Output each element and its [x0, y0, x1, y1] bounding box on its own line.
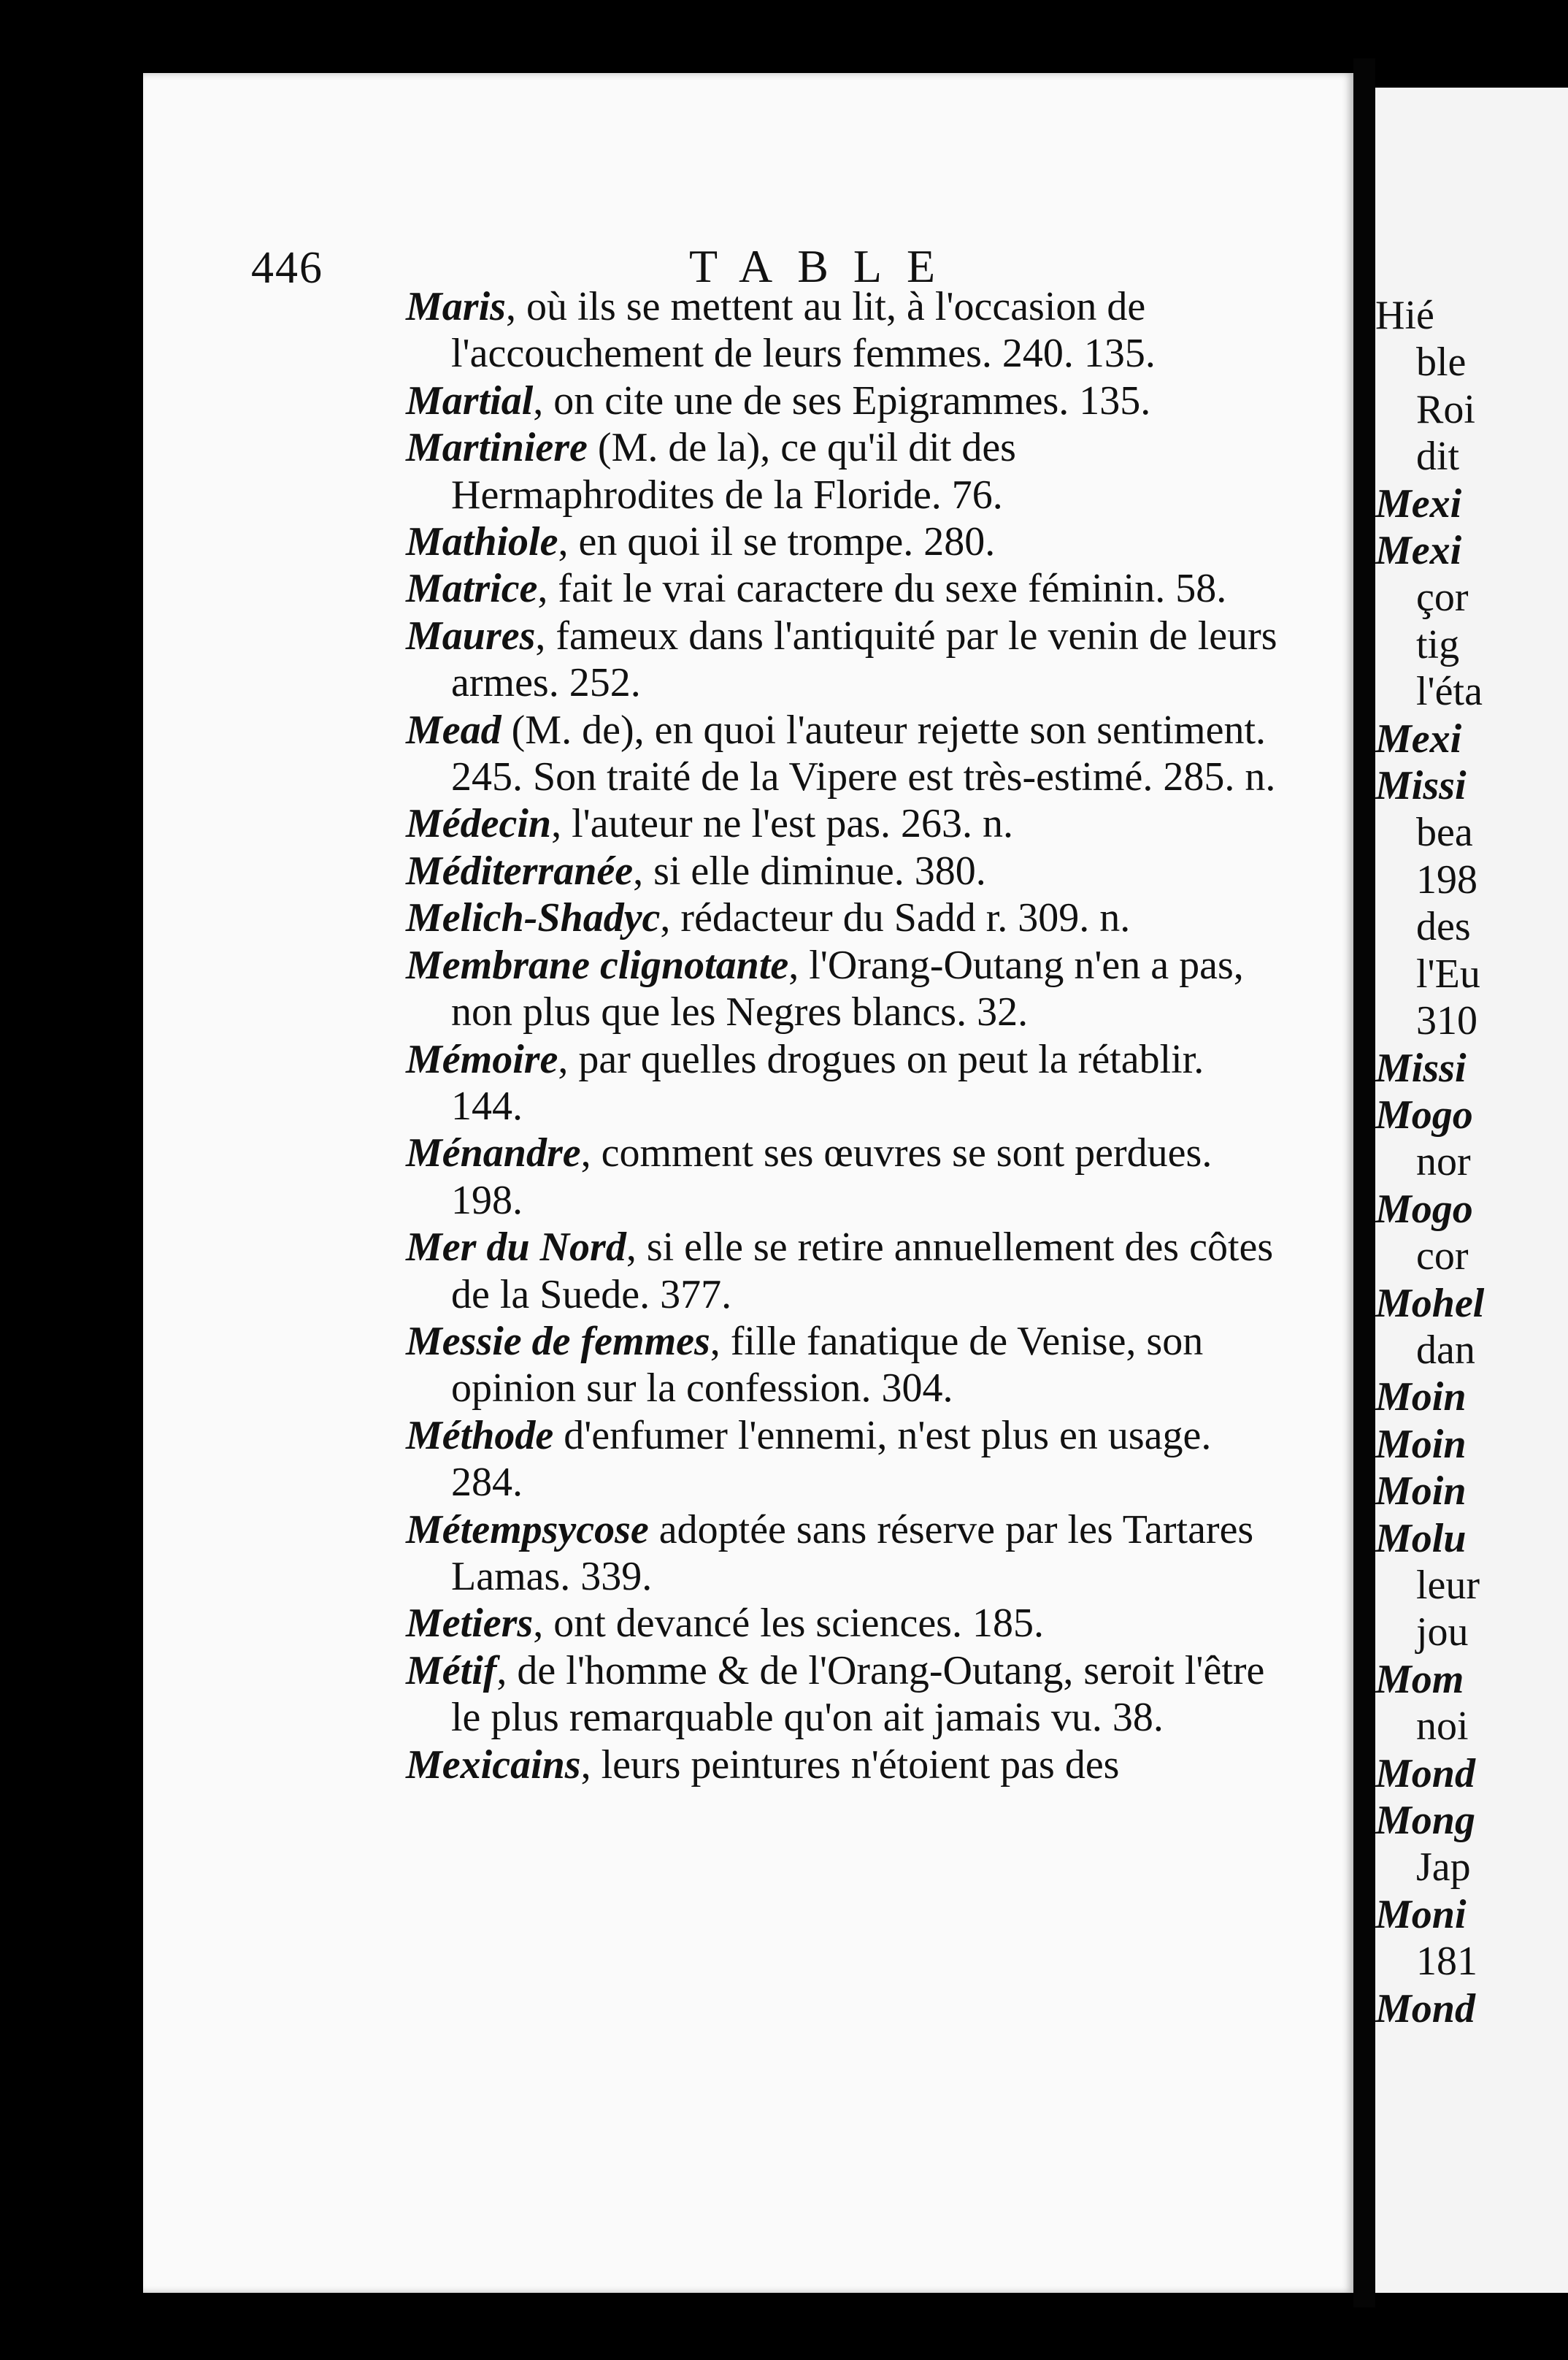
- right-page-line: Mogo: [1375, 1186, 1473, 1232]
- entry-text: , comment ses œuvres se sont perdues. 198.: [451, 1130, 1212, 1223]
- entry-text: d'enfumer l'ennemi, n'est plus en usage. 284.: [451, 1412, 1212, 1506]
- right-page-line: bea: [1416, 810, 1473, 856]
- right-page-line: Mexi: [1375, 480, 1462, 526]
- right-page: [1375, 88, 1568, 2293]
- entry-headword: Melich-Shadyc: [406, 895, 661, 941]
- entry-headword: Métif: [406, 1647, 497, 1693]
- index-entry: [406, 1647, 1282, 1742]
- right-page-line: Mond: [1375, 1985, 1475, 2031]
- index-entry: [406, 1412, 1282, 1506]
- right-page-line: cor: [1416, 1233, 1469, 1279]
- index-entry: [406, 424, 1282, 518]
- right-page-line: ble: [1416, 340, 1467, 386]
- right-page-line: Mexi: [1375, 528, 1462, 574]
- entry-text: , si elle diminue. 380.: [633, 848, 986, 894]
- right-page-line: Mohel: [1375, 1280, 1485, 1326]
- right-page-line: nor: [1416, 1139, 1471, 1185]
- page-number: 446: [251, 243, 323, 293]
- index-entry: [406, 1318, 1282, 1412]
- right-page-line: Moin: [1375, 1421, 1467, 1467]
- entry-text: , en quoi il se trompe. 280.: [558, 519, 996, 565]
- right-page-line: leur: [1416, 1562, 1480, 1608]
- entry-text: , par quelles drogues on peut la rétablir. 144.: [451, 1036, 1204, 1129]
- right-page-line: Molu: [1375, 1515, 1467, 1561]
- right-page-line: Mond: [1375, 1750, 1475, 1796]
- entry-headword: Mexicains: [406, 1742, 581, 1788]
- right-page-line: l'Eu: [1416, 951, 1480, 997]
- right-page-line: Roi: [1416, 386, 1475, 432]
- right-page-line: 181: [1416, 1939, 1477, 1985]
- right-page-line: dit: [1416, 434, 1460, 480]
- entry-text: , l'auteur ne l'est pas. 263. n.: [551, 801, 1013, 847]
- index-list: [406, 283, 1282, 1788]
- index-entry: [406, 894, 1282, 941]
- right-page-lines: [1375, 292, 1568, 2032]
- entry-headword: Messie de femmes: [406, 1318, 710, 1364]
- book-gutter: [1353, 58, 1375, 2307]
- entry-text: , où ils se mettent au lit, à l'occasion de l'accouchement de leurs femmes. 240. 135.: [451, 284, 1156, 377]
- entry-text: adoptée sans réserve par les Tartares Lamas. 339.: [451, 1506, 1254, 1599]
- index-entry: [406, 565, 1282, 612]
- entry-text: , fait le vrai caractere du sexe féminin. 58.: [537, 566, 1227, 612]
- entry-text: , si elle se retire annuellement des côtes de la Suede. 377.: [451, 1225, 1274, 1317]
- right-page-line: 310: [1416, 998, 1477, 1044]
- right-page-line: jou: [1416, 1609, 1469, 1655]
- index-entry: [406, 283, 1282, 378]
- entry-headword: Martiniere: [406, 425, 588, 471]
- entry-headword: Mémoire: [406, 1036, 558, 1082]
- index-entry: [406, 1130, 1282, 1224]
- right-page-line: Mom: [1375, 1656, 1464, 1702]
- entry-text: (M. de), en quoi l'auteur rejette son sentiment. 245. Son traité de la Vipere est très-estimé. 285. n.: [451, 707, 1276, 800]
- entry-text: , leurs peintures n'étoient pas des: [580, 1742, 1120, 1788]
- right-page-line: çor: [1416, 575, 1469, 621]
- entry-headword: Metiers: [406, 1601, 534, 1647]
- entry-headword: Matrice: [406, 566, 538, 612]
- index-entry: [406, 1742, 1282, 1788]
- right-page-line: Jap: [1416, 1844, 1471, 1890]
- right-page-line: tig: [1416, 621, 1460, 667]
- right-page-line: Mong: [1375, 1798, 1475, 1843]
- entry-text: , fameux dans l'antiquité par le venin de leurs armes. 252.: [451, 613, 1277, 706]
- entry-text: (M. de la), ce qu'il dit des Hermaphrodites de la Floride. 76.: [451, 425, 1016, 518]
- right-page-line: noi: [1416, 1704, 1469, 1750]
- entry-text: , on cite une de ses Epigrammes. 135.: [533, 378, 1151, 424]
- right-page-line: Moin: [1375, 1468, 1467, 1514]
- index-entry: [406, 1506, 1282, 1601]
- running-title: TABLE: [689, 240, 961, 292]
- entry-headword: Martial: [406, 378, 534, 424]
- entry-headword: Membrane clignotante: [406, 942, 789, 988]
- right-page-line: 198: [1416, 857, 1477, 903]
- entry-headword: Ménandre: [406, 1130, 581, 1176]
- right-page-line: Moin: [1375, 1374, 1467, 1420]
- index-entry: [406, 1600, 1282, 1647]
- right-page-line: Missi: [1375, 763, 1467, 809]
- entry-headword: Médecin: [406, 801, 552, 847]
- entry-text: , l'Orang-Outang n'en a pas, non plus que les Negres blancs. 32.: [451, 942, 1244, 1035]
- right-page-line: l'éta: [1416, 669, 1483, 715]
- index-entry: [406, 518, 1282, 565]
- entry-headword: Méthode: [406, 1412, 554, 1458]
- entry-text: , fille fanatique de Venise, son opinion sur la confession. 304.: [451, 1318, 1204, 1411]
- index-entry: [406, 378, 1282, 424]
- index-entry: [406, 1036, 1282, 1130]
- right-page-line: Moni: [1375, 1891, 1467, 1937]
- entry-text: , ont devancé les sciences. 185.: [533, 1601, 1044, 1647]
- index-entry: [406, 707, 1282, 801]
- entry-headword: Maures: [406, 613, 536, 659]
- entry-headword: Méditerranée: [406, 848, 634, 894]
- right-page-line: Mexi: [1375, 716, 1462, 762]
- right-page-line: dan: [1416, 1327, 1475, 1373]
- entry-headword: Mer du Nord: [406, 1225, 626, 1271]
- index-entry: [406, 1224, 1282, 1318]
- index-entry: [406, 848, 1282, 894]
- entry-text: , de l'homme & de l'Orang-Outang, seroit l'être le plus remarquable qu'on ait jamais vu. 38.: [451, 1647, 1265, 1741]
- entry-headword: Mathiole: [406, 519, 558, 565]
- entry-headword: Maris: [406, 284, 506, 329]
- index-entry: [406, 800, 1282, 847]
- right-page-line: Mogo: [1375, 1092, 1473, 1138]
- index-entry: [406, 942, 1282, 1036]
- entry-headword: Métempsycose: [406, 1506, 649, 1552]
- right-page-line: des: [1416, 904, 1471, 950]
- index-entry: [406, 613, 1282, 707]
- right-page-line: Missi: [1375, 1045, 1467, 1091]
- right-page-line: Hié: [1375, 293, 1434, 338]
- entry-text: , rédacteur du Sadd r. 309. n.: [660, 895, 1131, 941]
- entry-headword: Mead: [406, 707, 501, 753]
